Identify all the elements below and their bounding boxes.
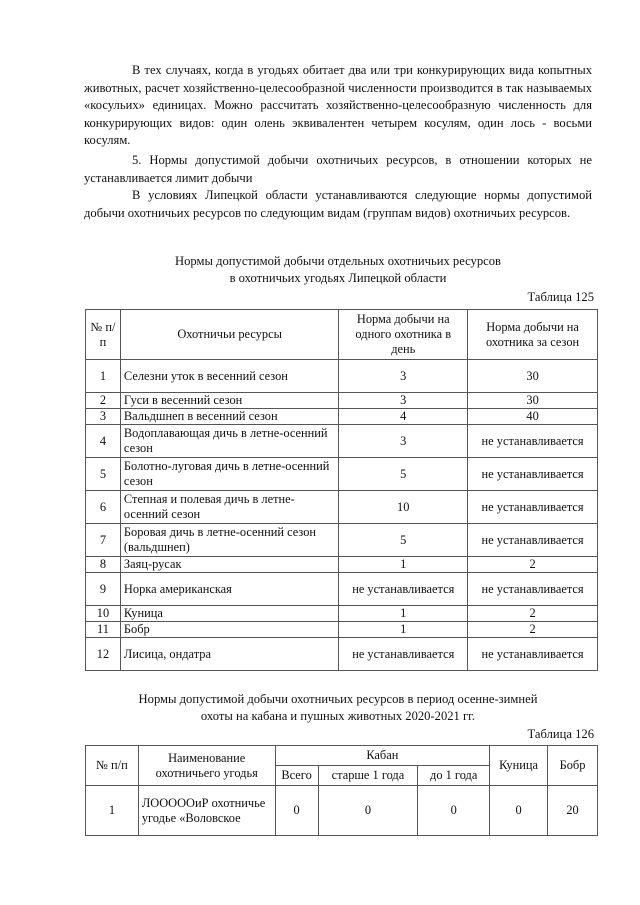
cell-resource: Лисица, ондатра xyxy=(120,638,338,671)
cell-resource: Вальдшнеп в весенний сезон xyxy=(120,409,338,425)
header-marten: Куница xyxy=(490,746,548,786)
table-row xyxy=(86,458,598,491)
cell-season-norm: 2 xyxy=(468,622,598,638)
cell-boar-younger: 0 xyxy=(418,786,490,836)
cell-resource: Боровая дичь в летне-осенний сезон (вальдшнеп) xyxy=(120,524,338,557)
cell-season-norm: не устанавливается xyxy=(468,638,598,671)
cell-daily-norm: 4 xyxy=(339,409,468,425)
cell-number: 11 xyxy=(86,622,121,638)
table-row xyxy=(86,524,598,557)
cell-resource: Заяц-русак xyxy=(120,557,338,573)
cell-resource: Норка американская xyxy=(120,573,338,606)
table-row xyxy=(86,606,598,622)
paragraph-ungulates: В тех случаях, когда в угодьях обитает два или три конкурирующих вида копытных животных, расчет хозяйственно-целесообразной численности производится в так называемых «косульих» единицах. Можно рассчитать хозяйственно-целесообразную численность для конкурирующих видов: один олень эквивалентен четырем косулям, один лось - восьми косулям. xyxy=(84,63,592,147)
cell-season-norm: не устанавливается xyxy=(468,491,598,524)
table-row xyxy=(86,622,598,638)
cell-resource: Водоплавающая дичь в летне-осенний сезон xyxy=(120,425,338,458)
cell-number: 1 xyxy=(86,786,139,836)
cell-resource: Степная и полевая дичь в летне-осенний сезон xyxy=(120,491,338,524)
cell-daily-norm: 3 xyxy=(339,360,468,393)
cell-marten: 0 xyxy=(490,786,548,836)
cell-season-norm: 2 xyxy=(468,557,598,573)
table125-caption xyxy=(84,253,592,287)
header-daily-norm: Норма добычи на одного охотника в день xyxy=(339,310,468,360)
cell-number: 1 xyxy=(86,360,121,393)
cell-number: 4 xyxy=(86,425,121,458)
paragraph-section-5: 5. Нормы допустимой добычи охотничьих ресурсов, в отношении которых не устанавливается лимит добычи xyxy=(84,153,592,185)
cell-season-norm: не устанавливается xyxy=(468,425,598,458)
cell-season-norm: 30 xyxy=(468,393,598,409)
cell-daily-norm: 3 xyxy=(339,425,468,458)
table125-label: Таблица 125 xyxy=(527,290,594,304)
table125-caption-line1: Нормы допустимой добычи отдельных охотничьих ресурсов xyxy=(175,254,501,268)
cell-resource: Гуси в весенний сезон xyxy=(120,393,338,409)
table-row xyxy=(86,393,598,409)
header-boar-older: старше 1 года xyxy=(318,766,418,786)
cell-daily-norm: 5 xyxy=(339,524,468,557)
cell-daily-norm: не устанавливается xyxy=(339,638,468,671)
table-126 xyxy=(85,745,598,836)
cell-number: 5 xyxy=(86,458,121,491)
cell-daily-norm: 1 xyxy=(339,557,468,573)
header-number: № п/п xyxy=(86,310,121,360)
cell-ground-name: ЛОООООиР охотничье угодье «Воловское xyxy=(138,786,275,836)
header-boar: Кабан xyxy=(275,746,490,766)
cell-resource: Болотно-луговая дичь в летне-осенний сезон xyxy=(120,458,338,491)
cell-season-norm: не устанавливается xyxy=(468,573,598,606)
cell-boar-total: 0 xyxy=(275,786,318,836)
table126-caption-line1: Нормы допустимой добычи охотничьих ресурсов в период осенне-зимней xyxy=(138,692,538,706)
cell-number: 9 xyxy=(86,573,121,606)
cell-beaver: 20 xyxy=(548,786,598,836)
table-row xyxy=(86,638,598,671)
header-number: № п/п xyxy=(86,746,139,786)
table126-caption-line2: охоты на кабана и пушных животных 2020-2021 гг. xyxy=(200,709,476,723)
cell-daily-norm: не устанавливается xyxy=(339,573,468,606)
header-season-norm: Норма добычи на охотника за сезон xyxy=(468,310,598,360)
header-ground-name: Наименование охотничьего угодья xyxy=(138,746,275,786)
cell-season-norm: не устанавливается xyxy=(468,458,598,491)
table-row xyxy=(86,425,598,458)
cell-daily-norm: 3 xyxy=(339,393,468,409)
header-boar-total: Всего xyxy=(275,766,318,786)
cell-resource: Бобр xyxy=(120,622,338,638)
table-row xyxy=(86,557,598,573)
table-125 xyxy=(85,309,598,671)
header-boar-younger: до 1 года xyxy=(418,766,490,786)
table-row xyxy=(86,573,598,606)
table125-body xyxy=(86,360,598,671)
cell-resource: Куница xyxy=(120,606,338,622)
cell-boar-older: 0 xyxy=(318,786,418,836)
table-row xyxy=(86,360,598,393)
table126-caption xyxy=(84,691,592,725)
table126-label: Таблица 126 xyxy=(527,727,594,741)
cell-daily-norm: 1 xyxy=(339,622,468,638)
cell-number: 10 xyxy=(86,606,121,622)
cell-season-norm: 2 xyxy=(468,606,598,622)
cell-daily-norm: 10 xyxy=(339,491,468,524)
cell-number: 6 xyxy=(86,491,121,524)
table-row xyxy=(86,491,598,524)
cell-season-norm: не устанавливается xyxy=(468,524,598,557)
table125-caption-line2: в охотничьих угодьях Липецкой области xyxy=(229,271,447,285)
cell-season-norm: 30 xyxy=(468,360,598,393)
cell-number: 8 xyxy=(86,557,121,573)
table-row xyxy=(86,409,598,425)
cell-season-norm: 40 xyxy=(468,409,598,425)
cell-number: 7 xyxy=(86,524,121,557)
cell-daily-norm: 5 xyxy=(339,458,468,491)
header-resources: Охотничьи ресурсы xyxy=(120,310,338,360)
table-row xyxy=(86,786,598,836)
cell-number: 12 xyxy=(86,638,121,671)
cell-number: 3 xyxy=(86,409,121,425)
paragraph-norms-intro: В условиях Липецкой области устанавливаются следующие нормы допустимой добычи охотничьих ресурсов по следующим видам (группам видов) охотничьих ресурсов. xyxy=(84,188,592,220)
header-beaver: Бобр xyxy=(548,746,598,786)
cell-daily-norm: 1 xyxy=(339,606,468,622)
cell-number: 2 xyxy=(86,393,121,409)
cell-resource: Селезни уток в весенний сезон xyxy=(120,360,338,393)
